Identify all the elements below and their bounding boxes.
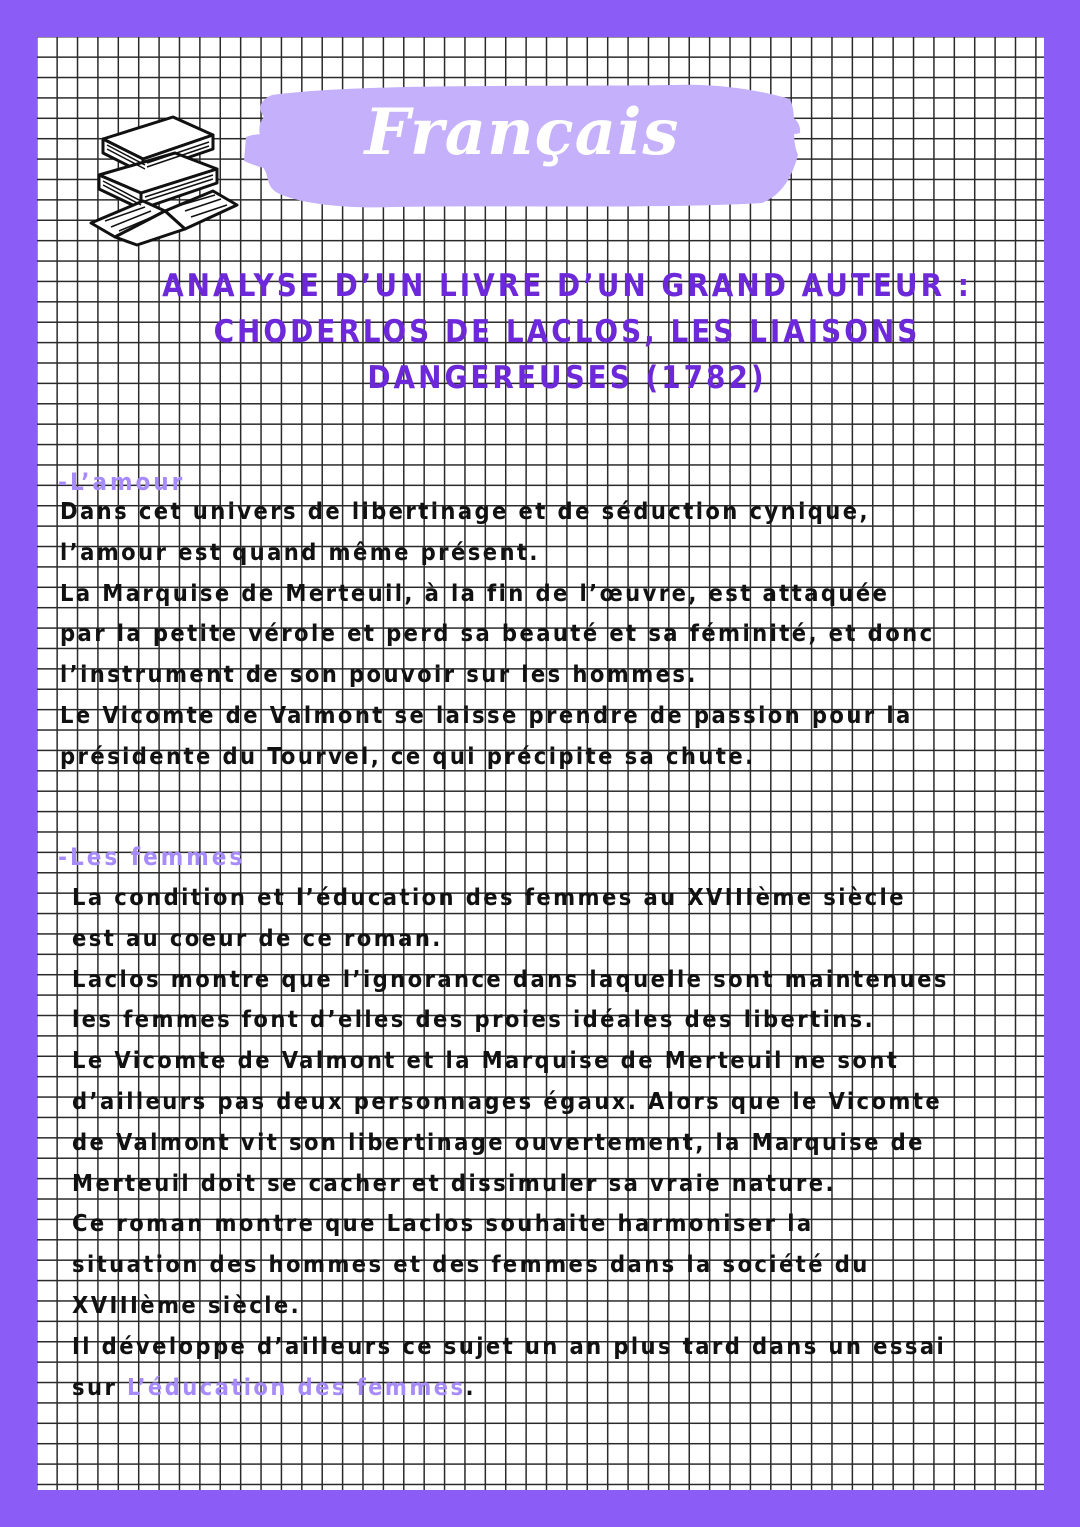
subject-title: Français (364, 95, 680, 170)
text-line: les femmes font d’elles des proies idéales des libertins. (72, 1005, 876, 1034)
text-line: Il développe d’ailleurs ce sujet un an plus tard dans un essai (72, 1331, 947, 1360)
text-line: d’ailleurs pas deux personnages égaux. Alors que le Vicomte (72, 1086, 943, 1115)
text-line: situation des hommes et des femmes dans la société du (72, 1250, 870, 1279)
section-body-femmes (72, 877, 949, 1407)
title-line: DANGEREUSES (1782) (367, 360, 767, 396)
page-title (117, 263, 1017, 401)
text-line: XVIIIème siècle. (72, 1290, 302, 1319)
text-line: est au coeur de ce roman. (72, 923, 443, 952)
notebook-page (37, 37, 1044, 1490)
text-line: l’amour est quand même présent. (60, 537, 540, 566)
text-line: Merteuil doit se cacher et dissimuler sa vraie nature. (72, 1168, 836, 1197)
text-line: La Marquise de Merteuil, à la fin de l’œuvre, est attaquée (60, 578, 890, 607)
text-line-last (72, 1367, 949, 1408)
books-icon (85, 97, 245, 247)
text-line: Dans cet univers de libertinage et de séduction cynique, (60, 497, 870, 525)
text-line: Le Vicomte de Valmont se laisse prendre de passion pour la (60, 700, 913, 729)
text-line: Laclos montre que l’ignorance dans laquelle sont maintenues (72, 964, 949, 993)
title-line: CHODERLOS DE LACLOS, LES LIAISONS (213, 314, 921, 350)
text-line: La condition et l’éducation des femmes au XVIIIème siècle (72, 883, 906, 911)
text-line: par la petite vérole et perd sa beauté et sa féminité, et donc (60, 619, 935, 648)
title-line: ANALYSE D’UN LIVRE D’UN GRAND AUTEUR : (162, 268, 972, 304)
text-prefix: sur (72, 1372, 128, 1401)
text-line: de Valmont vit son libertinage ouvertement, la Marquise de (72, 1127, 925, 1156)
text-line: Le Vicomte de Valmont et la Marquise de Merteuil ne sont (72, 1046, 900, 1075)
text-line: Ce roman montre que Laclos souhaite harmoniser la (72, 1209, 814, 1238)
book-title-highlight: L’éducation des femmes (127, 1372, 466, 1401)
text-line: l’instrument de son pouvoir sur les hommes. (60, 660, 698, 689)
text-suffix: . (465, 1372, 476, 1401)
section-heading-femmes: -Les femmes (58, 843, 246, 871)
section-body-amour (60, 491, 935, 777)
section-heading-amour: -L’amour (58, 468, 186, 496)
text-line: présidente du Tourvel, ce qui précipite sa chute. (60, 741, 756, 770)
